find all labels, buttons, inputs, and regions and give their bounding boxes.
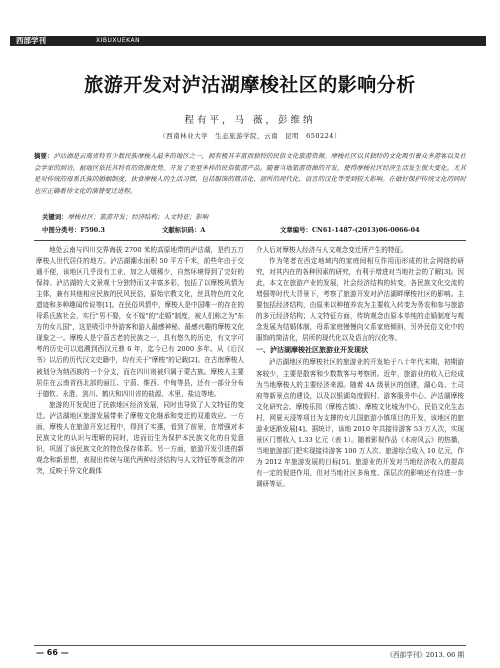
page-number: — 66 — bbox=[36, 648, 69, 657]
keywords-label: 关键词： bbox=[42, 213, 68, 221]
header-bar bbox=[10, 36, 486, 46]
document-code: 文献标识码：A bbox=[162, 226, 206, 234]
body-paragraph: 地处云南与四川交界海拔 2700 米的高原地带的泸沽湖，是约五万摩梭人世代居住的地方。泸沽湖潮水面积 50 平方千米，前些年由于交通不便，该地区几乎没有工业，加之人烟稀少，自然环境得到了完好的保持。泸沽湖的大文景观十分独特而又丰富多彩，包括了以摩梭风情为主体，兼有其他相应民族的民风民俗，原始宗教文化，丝具特色的文化遗迹和多种趣闻传说等[1]。在民俗风情中，摩梭人是中国唯一的存在的母系氏族社会，实行"男不娶，女不嫁"的"走婚"制度，被人们称之为"东方的女儿国"，这是吸引中外游客和游人最感神秘、最感兴趣的摩梭文化现象之一。摩梭人是宁蒗古老的民族之一，具有悠久的历史，有文字可考的历史可以追溯到西汉元鼎 6 年，迄今已有 2000 多年。从《后汉书》以后的历代汉文史籍中，均有关于"摩梭"的记载[2]。在古南摩梭人被划分为纳西族的一个分支，而在四川则被归属于蒙古族。摩梭人主要居住在云南省西北部的丽江、宁蒗、维西、中甸等县，还有一部分分布于德钦、永胜、剑川、鹤庆和四川省的盐源、木里、盐边等地。 bbox=[36, 246, 244, 398]
abstract-label: 摘要： bbox=[34, 152, 54, 160]
right-column bbox=[256, 245, 464, 490]
left-column bbox=[36, 245, 244, 477]
body-paragraph: 介人后对摩梭人经济与人文观念变迁所产生的特征。 bbox=[256, 246, 408, 254]
abstract bbox=[34, 151, 466, 197]
body-paragraph: 泸沽湖地区的摩梭社区的旅游业的开发始于八十年代末期，初期游客较少，主要是散客和少数数客与考察团。近年，旅游业的收入已经成为当地摩梭人的主要经济来源。随着 4A 级景区的创建，湖心岛、土司府等新景点的建设，以及以银湖岛度假村、游客服务中心、泸沽湖摩梭文化研究会、摩梭乐园（摩梭古镇）、摩梭文化城为中心，民俗文化生态村，网夏天浸等项目为支撑的女儿国旅游小镇项目的开发，该地区的旅游业逐渐发展[4]。据统计，该地 2010 年共接待游客 53 万人次，实现景区门票收入 1.33 亿元（表 1）。随着影视作品《木府风云》的热播，当地旅游部门把实现接待游客 100 万人次、旅游综合收入 10 亿元，作为 2012 年旅游发展的目标[5]。旅游业的开发对当地经济收入的提高有一定的促进作用，但对当地社区多角度、深层次的影响还有待进一步调研等证。 bbox=[256, 358, 464, 488]
running-header bbox=[10, 36, 490, 47]
abstract-divider bbox=[34, 240, 466, 241]
body-paragraph: 作为笔者在西定地域内的家庭间相互作用而形成的社会网络的研究，对其内在的各种因素的研究，有利于增进对当地社会的了解[3]。因此，本文在旅游产业的发展，社会经济结构的转变，各民族文化交流的增强等时代大背景下，考察了旅游开发对泸沽湖畔摩梭社区的影响。主要包括经济结构，由原来以种植养农为主要收入转变为务农和参与旅游的多元经济结构；人文特征方面，传统观念由原本单纯的走婚制度与观念发展为结婚体制，母系家庭慢慢向父系家庭倾斜，另外民俗文化中的服饰的简洁化，居所的现代化以及语言的汉化等。 bbox=[256, 257, 464, 343]
article-authors: 程有平，马 薇，彭维纳 bbox=[184, 115, 316, 126]
journal-issue: 《西部学刊》2013. 06 期 bbox=[386, 651, 464, 659]
abstract-text: 泸沽湖是云南省特有少数民族摩梭人最多的地区之一，拥有极其丰富而独特的民俗文化旅游资源。摩梭社区以其独特的文化吸引着众多游客以及社会学家的到访，据地区依托其特有的资源优势，开发了类型多样的民俗旅游产品。随着当地旅游资源的开发，使得摩梭社区经济生活发生很大变化。尤其是对传统的母系氏族的婚姻制度、伙食摩梭人的生活习惯、包括服饰的简洁化、居所的现代化、语言的汉化等受到较大影响。在做好保护传统文化的同时也应正确看待文化的演替变迁进程。 bbox=[34, 152, 467, 195]
magazine-name: 西部学刊 bbox=[16, 36, 46, 45]
body-paragraph: 旅游的开发促进了民族地区经济发展，同时也导致了人文特征的变迁。泸沽湖地区旅游发展带来了摩梭文化继承和变迁的双重效应。一方面，摩梭人在旅游开发过程中，得到了实惠，看到了前景，在增强对本民族文化的认识与理解的同时，进而衍生为保护本民族文化的自觉意识，巩固了该民族文化的特色保存体系。另一方面，旅游开发引进的新观念和新思想，表现出传统与现代两种经济结构与人文特征等观念的冲突，反映于异文化载体 bbox=[36, 400, 244, 475]
clc-number: 中图分类号：F590.3 bbox=[42, 226, 105, 234]
section-heading: 一、泸沽湖摩梭社区旅游业开发现状 bbox=[256, 346, 368, 355]
keywords bbox=[42, 212, 462, 223]
author-affiliation: （西南林业大学 生态旅游学院，云南 昆明 650224） bbox=[159, 132, 341, 140]
keywords-text: 摩梭社区；旅游开发；经济结构；人文特征；影响 bbox=[67, 213, 209, 221]
magazine-name-en: XIBUXUEKAN bbox=[96, 37, 141, 44]
page-footer bbox=[34, 645, 466, 658]
article-number: 文章编号：CN61-1487-(2013)06-0066-04 bbox=[280, 226, 420, 234]
article-title: 旅游开发对泸沽湖摩梭社区的影响分析 bbox=[84, 74, 416, 96]
